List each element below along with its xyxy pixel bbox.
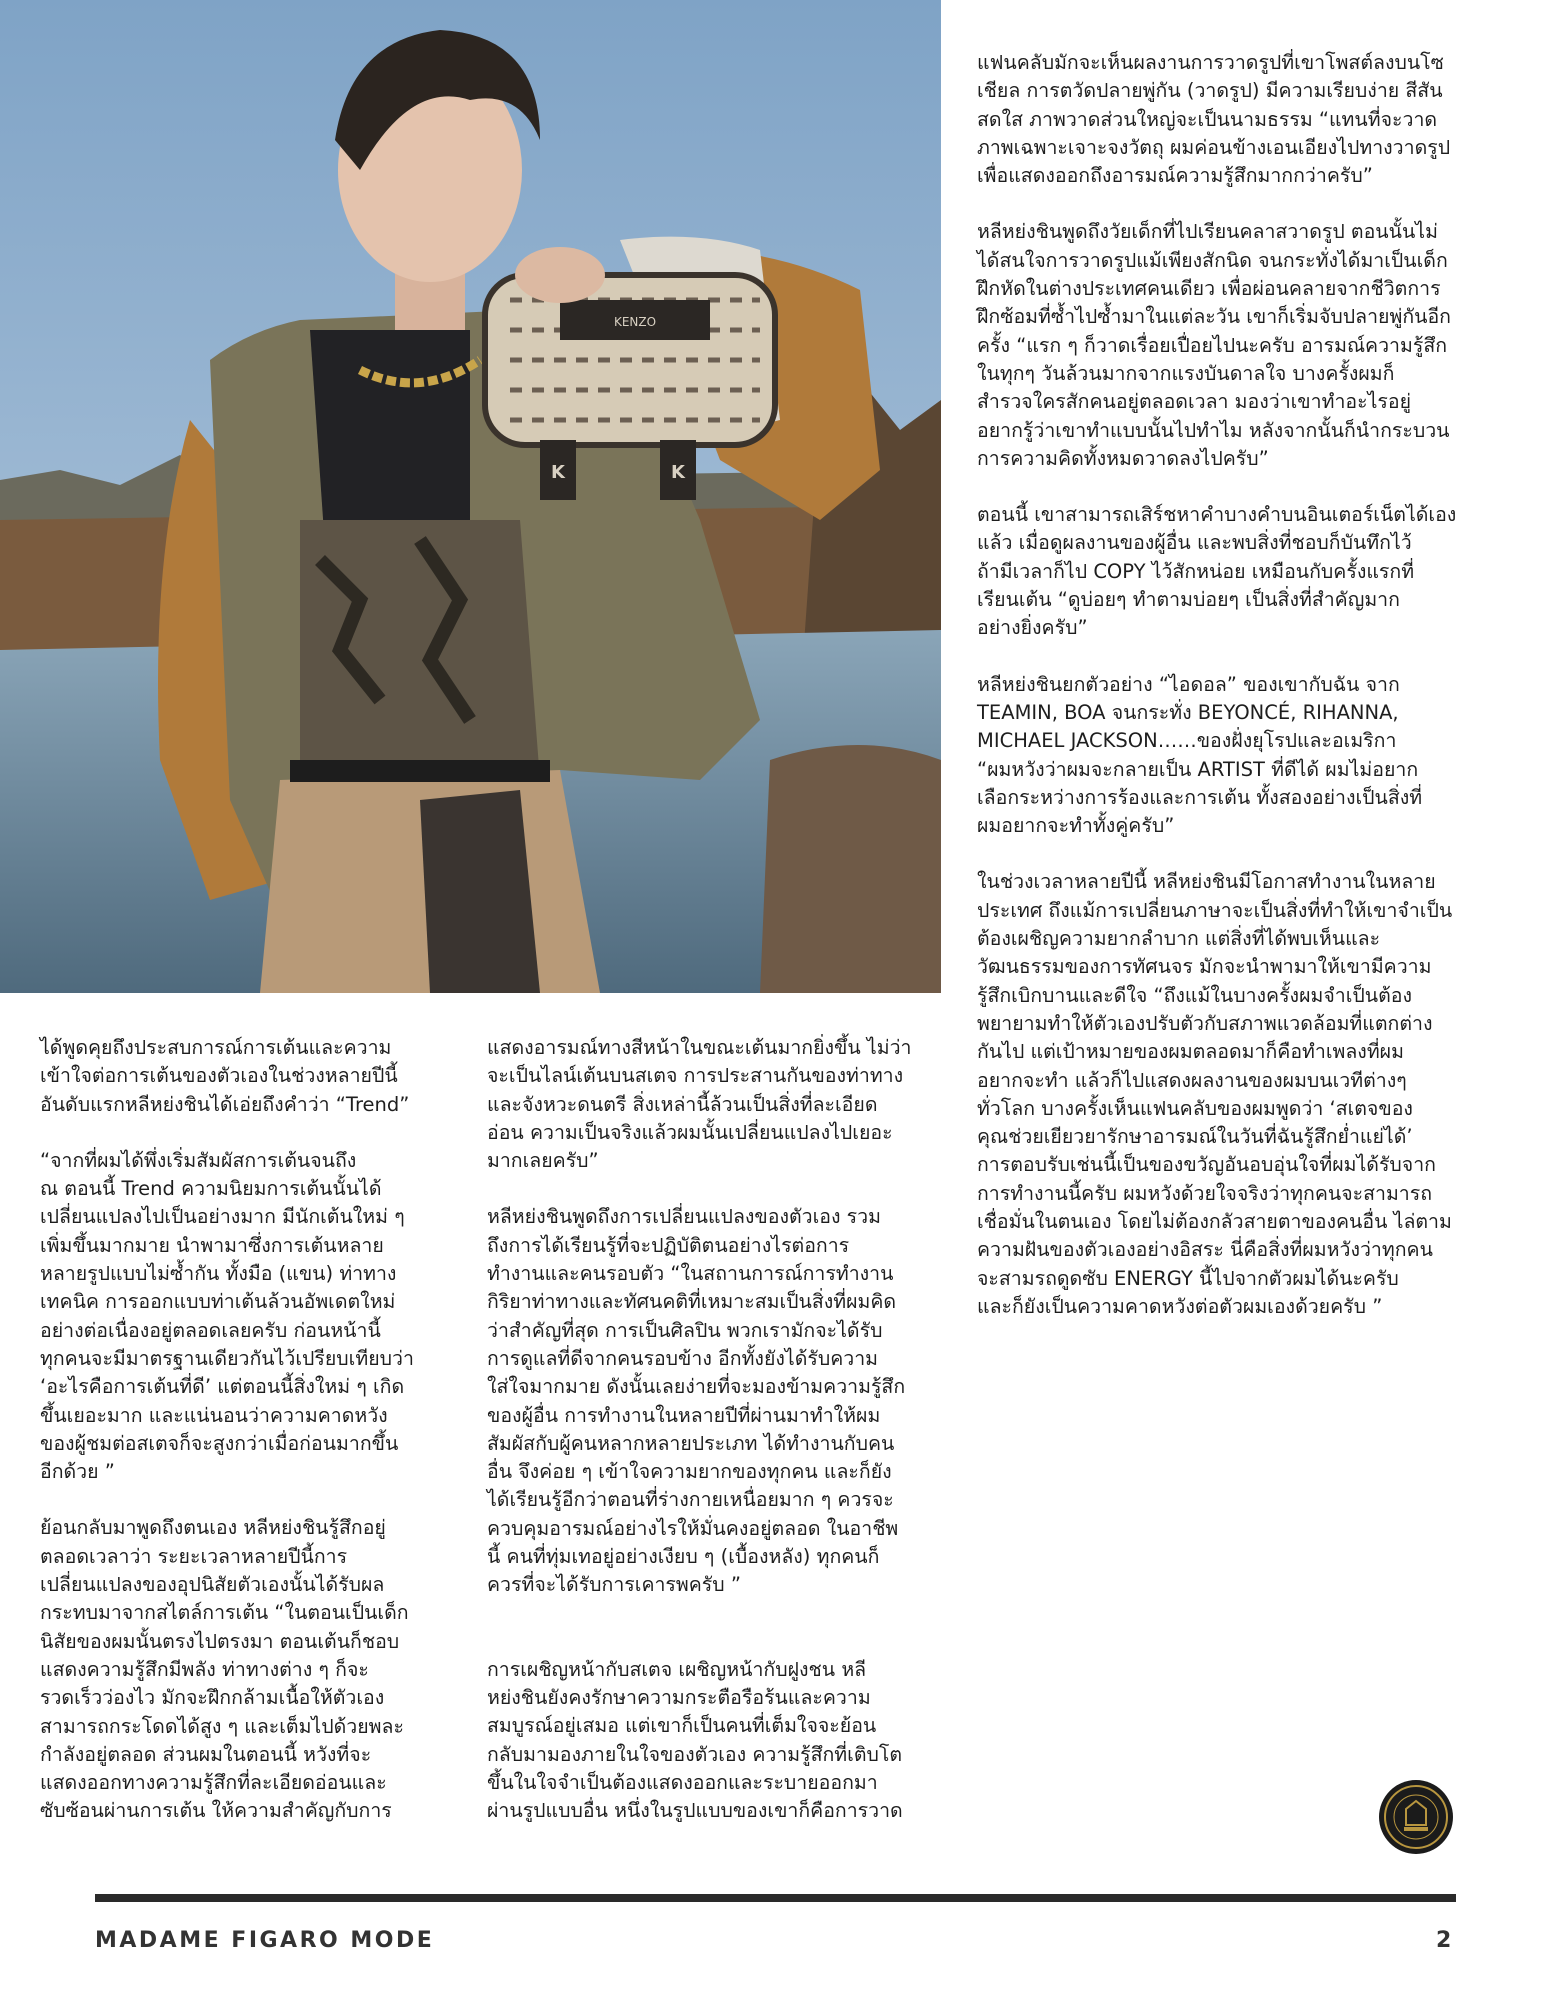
paragraph: แสดงอารมณ์ทางสีหน้าในขณะเต้นมากยิ่งขึ้น ไม่ว่า จะเป็นไลน์เต้นบนสเตจ การประสานกันของท่าทาง และจังหวะดนตรี สิ่งเหล่านี้ล้วนเป็นสิ่งที่ละเอียด อ่อน ความเป็นจริงแล้วผมนั้นเปลี่ยนแปลงไปเยอะ มากเลยครับ” [487,1036,912,1173]
page-number: 2 [1436,1928,1452,1953]
magazine-name: MADAME FIGARO MODE [95,1928,435,1953]
paragraph: ในช่วงเวลาหลายปีนี้ หลีหย่งชินมีโอกาสทำงานในหลาย ประเทศ ถึงแม้การเปลี่ยนภาษาจะเป็นสิ่งที่ทำให้เขาจำเป็น ต้องเผชิญความยากลำบาก แต่สิ่งที่ได้พบเห็นและ วัฒนธรรมของการทัศนจร มักจะนำพามาให้เขามีความ รู้สึกเบิกบานและดีใจ “ถึงแม้ในบางครั้งผมจำเป็นต้อง พยายามทำให้ตัวเองปรับตัวกับสภาพแวดล้อมที่แตกต่าง กันไป แต่เป้าหมายของผมตลอดมาก็คือทำเพลงที่ผม อยากจะทำ แล้วก็ไปแสดงผลงานของผมบนเวทีต่างๆ ทั่วโลก บางครั้งเห็นแฟนคลับของผมพูดว่า ‘สเตจของ คุณช่วยเยียวยารักษาอารมณ์ในวันที่ฉันรู้สึกย่ำแย่ได้’ การตอบรับเช่นนี้เป็นของขวัญอันอบอุ่นใจที่ผมได้รับจาก การทำงานนี้ครับ ผมหวังด้วยใจจริงว่าทุกคนจะสามารถ เชื่อมั่นในตนเอง โดยไม่ต้องกลัวสายตาของคนอื่น ไล่ตาม ความฝันของตัวเองอย่างอิสระ นี่คือสิ่งที่ผมหวังว่าทุกคน จะสามรถดูดซับ ENERGY นี้ไปจากตัวผมได้นะครับ และก็ยังเป็นความคาดหวังต่อตัวผมเองด้วยครับ ” [977,870,1453,1318]
paragraph: การเผชิญหน้ากับสเตจ เผชิญหน้ากับฝูงชน หลี หย่งชินยังคงรักษาความกระตือรือร้นและความ สมบูรณ์อยู่เสมอ แต่เขาก็เป็นคนที่เต็มใจจะย้อน กลับมามองภายในใจของตัวเอง ความรู้สึกที่เติบโต ขึ้นในใจจำเป็นต้องแสดงออกและระบายออกมา ผ่านรูปแบบอื่น หนึ่งในรูปแบบของเขาก็คือการวาด [487,1657,903,1823]
middle-article-column [487,1034,937,1853]
svg-text:KENZO: KENZO [613,315,657,329]
paragraph: “จากที่ผมได้พึ่งเริ่มสัมผัสการเต้นจนถึง ณ ตอนนี้ Trend ความนิยมการเต้นนั้นได้ เปลี่ยนแปลงไปเป็นอย่างมาก มีนักเต้นใหม่ ๆ เพิ่มขึ้นมากมาย นำพามาซึ่งการเต้นหลาย หลายรูปแบบไม่ซ้ำกัน ทั้งมือ (แขน) ท่าทาง เทคนิค การออกแบบท่าเต้นล้วนอัพเดตใหม่ อย่างต่อเนื่องอยู่ตลอดเลยครับ ก่อนหน้านี้ ทุกคนจะมีมาตรฐานเดียวกันไว้เปรียบเทียบว่า ‘อะไรคือการเต้นที่ดี’ แต่ตอนนี้สิ่งใหม่ ๆ เกิด ขึ้นเยอะมาก และแน่นอนว่าความคาดหวัง ของผู้ชมต่อสเตจก็จะสูงกว่าเมื่อก่อนมากขึ้น อีกด้วย ” [40,1148,414,1484]
paragraph: ได้พูดคุยถึงประสบการณ์การเต้นและความ เข้าใจต่อการเต้นของตัวเองในช่วงหลายปีนี้ อันดับแรกหลีหย่งชินได้เอ่ยถึงคำว่า “Trend” [40,1036,410,1116]
left-article-column [40,1034,460,1854]
right-article-column [977,49,1497,1349]
fashion-photo [0,0,941,993]
paragraph: แฟนคลับมักจะเห็นผลงานการวาดรูปที่เขาโพสต์ลงบนโซ เชียล การตวัดปลายพู่กัน (วาดรูป) มีความเรียบง่าย สีสัน สดใส ภาพวาดส่วนใหญ่จะเป็นนามธรรม “แทนที่จะวาด ภาพเฉพาะเจาะจงวัตถุ ผมค่อนข้างเอนเอียงไปทางวาดรูป เพื่อแสดงออกถึงอารมณ์ความรู้สึกมากกว่าครับ” [977,51,1451,188]
footer-divider [95,1894,1456,1902]
paragraph: หลีหย่งชินพูดถึงวัยเด็กที่ไปเรียนคลาสวาดรูป ตอนนั้นไม่ ได้สนใจการวาดรูปแม้เพียงสักนิด จนกระทั่งได้มาเป็นเด็ก ฝึกหัดในต่างประเทศคนเดียว เพื่อผ่อนคลายจากชีวิตการ ฝึกซ้อมที่ซ้ำไปซ้ำมาในแต่ละวัน เขาก็เริ่มจับปลายพู่กันอีก ครั้ง “แรก ๆ ก็วาดเรื่อยเปื่อยไปนะครับ อารมณ์ความรู้สึก ในทุกๆ วันล้วนมากจากแรงบันดาลใจ บางครั้งผมก็ สำรวจใครสักคนอยู่ตลอดเวลา มองว่าเขาทำอะไรอยู่ อยากรู้ว่าเขาทำแบบนั้นไปทำไม หลังจากนั้นก็นำกระบวน การความคิดทั้งหมดวาดลงไปครับ” [977,220,1451,470]
svg-text:K: K [551,462,565,483]
paragraph: หลีหย่งชินยกตัวอย่าง “ไอดอล” ของเขากับฉัน จาก TEAMIN, BOA จนกระทั่ง BEYONCÉ, RIHANNA, MICHAEL JACKSON……ของฝั่งยุโรปและอเมริกา “ผมหวังว่าผมจะกลายเป็น ARTIST ที่ดีได้ ผมไม่อยาก เลือกระหว่างการร้องและการเต้น ทั้งสองอย่างเป็นสิ่งที่ ผมอยากจะทำทั้งคู่ครับ” [977,672,1423,838]
paragraph: ตอนนี้ เขาสามารถเสิร์ชหาคำบางคำบนอินเตอร์เน็ตได้เอง แล้ว เมื่อดูผลงานของผู้อื่น และพบสิ่งที่ชอบก็บันทึกไว้ ถ้ามีเวลาก็ไป COPY ไว้สักหน่อย เหมือนกับครั้งแรกที่ เรียนเต้น “ดูบ่อยๆ ทำตามบ่อยๆ เป็นสิ่งที่สำคัญมาก อย่างยิ่งครับ” [977,503,1457,640]
seal-logo-icon [1378,1779,1454,1855]
paragraph: ย้อนกลับมาพูดถึงตนเอง หลีหย่งชินรู้สึกอยู่ ตลอดเวลาว่า ระยะเวลาหลายปีนี้การ เปลี่ยนแปลงของอุปนิสัยตัวเองนั้นได้รับผล กระทบมาจากสไตล์การเต้น “ในตอนเป็นเด็ก นิสัยของผมนั้นตรงไปตรงมา ตอนเต้นก็ชอบ แสดงความรู้สึกมีพลัง ท่าทางต่าง ๆ ก็จะ รวดเร็วว่องไว มักจะฝึกกล้ามเนื้อให้ตัวเอง สามารถกระโดดได้สูง ๆ และเต็มไปด้วยพละ กำลังอยู่ตลอด ส่วนผมในตอนนี้ หวังที่จะ แสดงออกทางความรู้สึกที่ละเอียดอ่อนและ ซับซ้อนผ่านการเต้น ให้ความสำคัญกับการ [40,1516,409,1823]
paragraph: หลีหย่งชินพูดถึงการเปลี่ยนแปลงของตัวเอง รวม ถึงการได้เรียนรู้ที่จะปฏิบัติตนอย่างไรต่อการ ทำงานและคนรอบตัว “ในสถานการณ์การทำงาน กิริยาท่าทางและทัศนคติที่เหมาะสมเป็นสิ่งที่ผมคิด ว่าสำคัญที่สุด การเป็นศิลปิน พวกเรามักจะได้รับ การดูแลที่ดีจากคนรอบข้าง อีกทั้งยังได้รับความ ใส่ใจมากมาย ดังนั้นเลยง่ายที่จะมองข้ามความรู้สึก ของผู้อื่น การทำงานในหลายปีที่ผ่านมาทำให้ผม สัมผัสกับผู้คนหลากหลายประเภท ได้ทำงานกับคน อื่น จึงค่อย ๆ เข้าใจความยากของทุกคน และก็ยัง ได้เรียนรู้อีกว่าตอนที่ร่างกายเหนื่อยมาก ๆ ควรจะ ควบคุมอารมณ์อย่างไรให้มั่นคงอยู่ตลอด ในอาชีพ นี้ คนที่ทุ่มเทอยู่อย่างเงียบ ๆ (เบื้องหลัง) ทุกคนก็ ควรที่จะได้รับการเคารพครับ ” [487,1205,906,1597]
svg-text:K: K [671,462,685,483]
